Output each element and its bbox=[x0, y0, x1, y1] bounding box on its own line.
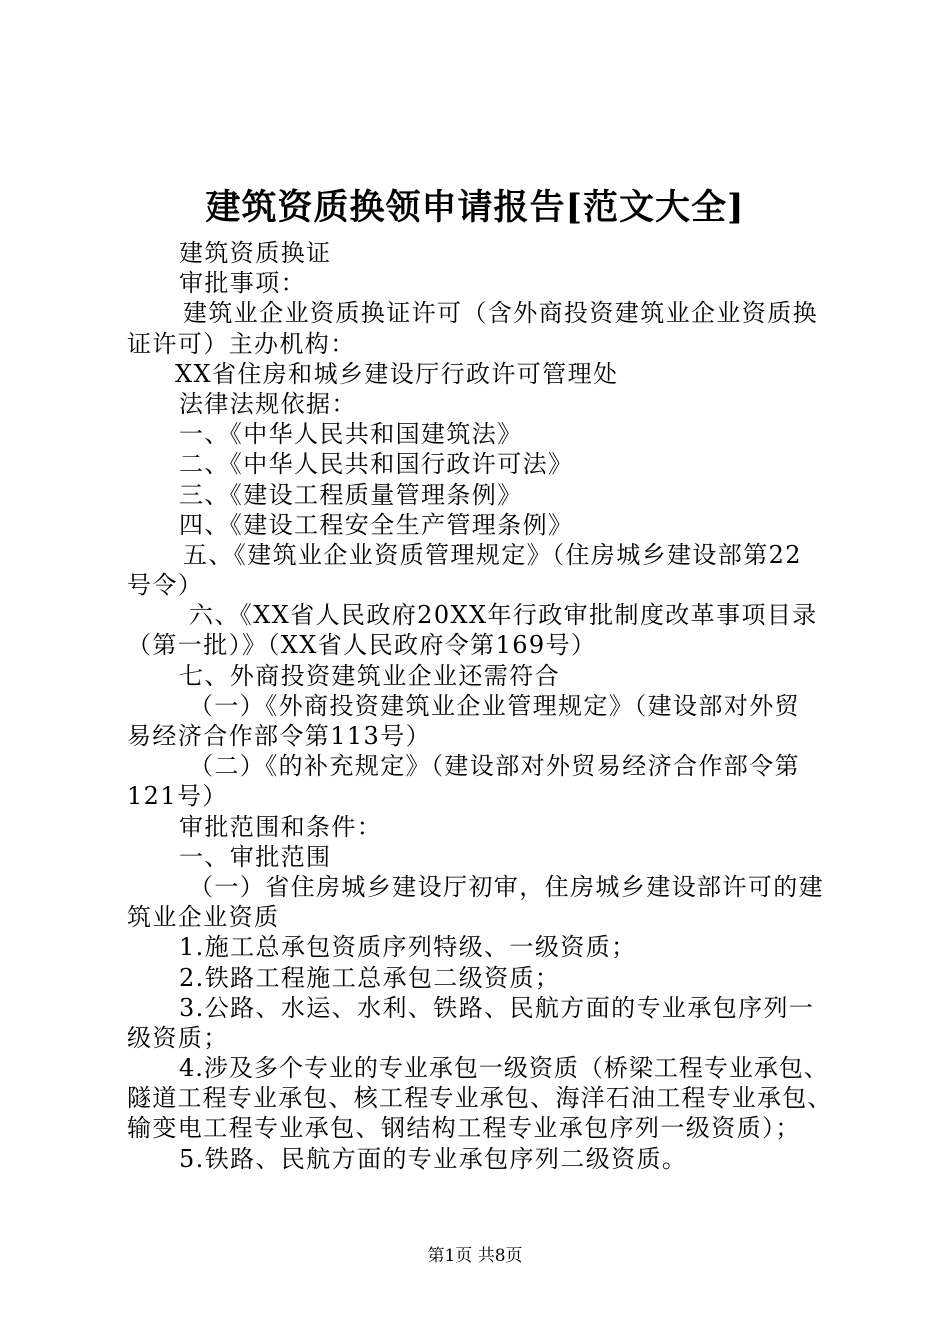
text-line: （一）省住房城乡建设厅初审，住房城乡建设部许可的建 bbox=[189, 872, 824, 901]
text-line: 二、《中华人民共和国行政许可法》 bbox=[179, 450, 574, 479]
page-footer: 第1页 共8页 bbox=[427, 1246, 523, 1266]
text-line: 5.铁路、民航方面的专业承包序列二级资质。 bbox=[179, 1144, 688, 1173]
text-line: 1.施工总承包资质序列特级、一级资质； bbox=[179, 933, 637, 962]
text-line: 121号） bbox=[127, 782, 228, 811]
text-line: 法律法规依据： bbox=[179, 389, 357, 418]
text-line: 号令） bbox=[127, 571, 204, 600]
text-line: （第一批）》（XX省人民政府令第169号） bbox=[127, 631, 597, 660]
text-line: 七、外商投资建筑业企业还需符合 bbox=[179, 661, 560, 690]
text-line: 4.涉及多个专业的专业承包一级资质（桥梁工程专业承包、 bbox=[179, 1054, 829, 1083]
text-line: （二）《的补充规定》（建设部对外贸易经济合作部令第 bbox=[189, 752, 800, 781]
text-line: 审批事项： bbox=[179, 269, 306, 298]
text-line: 五、《建筑业企业资质管理规定》（住房城乡建设部第22 bbox=[183, 540, 802, 569]
text-line: 一、《中华人民共和国建筑法》 bbox=[179, 420, 523, 449]
text-line: 2.铁路工程施工总承包二级资质； bbox=[179, 963, 561, 992]
text-line: 证许可）主办机构： bbox=[127, 329, 356, 358]
text-line: 建筑资质换证 bbox=[179, 239, 332, 267]
text-line: 建筑业企业资质换证许可（含外商投资建筑业企业资质换 bbox=[183, 299, 818, 328]
text-line: 三、《建设工程质量管理条例》 bbox=[179, 480, 523, 509]
text-line: 一、审批范围 bbox=[179, 842, 332, 871]
text-line: 审批范围和条件： bbox=[179, 812, 383, 841]
text-line: 隧道工程专业承包、核工程专业承包、海洋石油工程专业承包、 bbox=[127, 1084, 833, 1113]
document-body bbox=[127, 238, 833, 1174]
text-line: 易经济合作部令第113号） bbox=[127, 722, 432, 750]
text-line: 四、《建设工程安全生产管理条例》 bbox=[179, 510, 574, 539]
text-line: （一）《外商投资建筑业企业管理规定》（建设部对外贸 bbox=[189, 691, 800, 720]
text-line: XX省住房和城乡建设厅行政许可管理处 bbox=[175, 359, 619, 388]
text-line: 输变电工程专业承包、钢结构工程专业承包序列一级资质）； bbox=[127, 1114, 801, 1143]
text-line: 3.公路、水运、水利、铁路、民航方面的专业承包序列一 bbox=[179, 993, 815, 1022]
text-line: 级资质； bbox=[127, 1023, 229, 1052]
text-line: 筑业企业资质 bbox=[127, 903, 280, 932]
document-title: 建筑资质换领申请报告[范文大全] bbox=[205, 187, 745, 228]
text-line: 六、《XX省人民政府20XX年行政审批制度改革事项目录 bbox=[189, 601, 818, 630]
